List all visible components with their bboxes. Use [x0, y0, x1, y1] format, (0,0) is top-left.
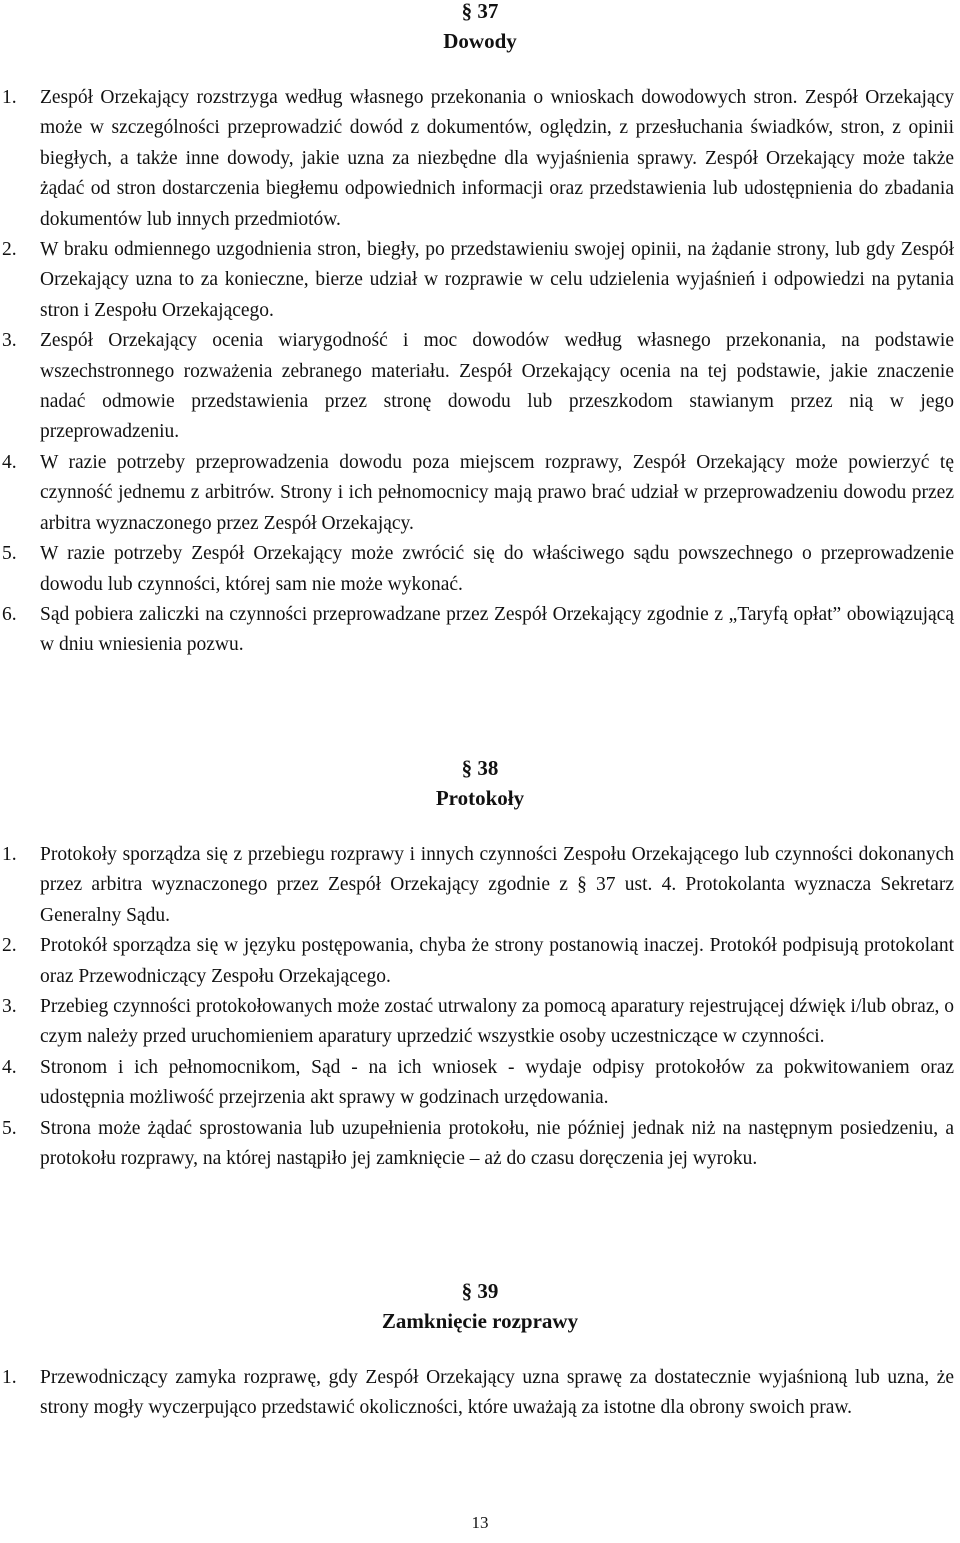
list-item	[0, 1363, 960, 1424]
list-item	[0, 83, 960, 235]
item-number: 1.	[2, 844, 17, 865]
item-text: Protokoły sporządza się z przebiegu rozprawy i innych czynności Zespołu Orzekającego lub czynności dokonanych przez arbitra wyznaczonego przez Zespół Orzekający zgodnie z § 37 ust. 4. Protokolanta wyznacza Sekretarz Generalny Sądu.	[40, 844, 954, 926]
list-item	[0, 992, 960, 1053]
item-text: Strona może żądać sprostowania lub uzupełnienia protokołu, nie później jednak niż na następnym posiedzeniu, a protokołu rozprawy, na której nastąpiło jej zamknięcie – aż do czasu doręczenia jej wyroku.	[40, 1117, 954, 1170]
item-number: 1.	[2, 87, 17, 108]
item-text: Zespół Orzekający ocenia wiarygodność i moc dowodów według własnego przekonania, na podstawie wszechstronnego rozważenia zebranego materiału. Zespół Orzekający ocenia na tej podstawie, jakie znaczenie nadać odmowie przedstawienia przez stronę dowodu lub przeszkodom stawianym przez nią w jego przeprowadzeniu.	[40, 330, 954, 443]
section-number: § 39	[461, 1279, 499, 1303]
section-38-heading	[0, 753, 960, 813]
list-item	[0, 539, 960, 600]
section-title: Protokoły	[435, 786, 525, 810]
list-item	[0, 235, 960, 326]
item-text: Przewodniczący zamyka rozprawę, gdy Zespół Orzekający uzna sprawę za dostatecznie wyjaśnioną lub uzna, że strony mogły wyczerpująco przedstawić okoliczności, które uważają za istotne dla obrony swoich praw.	[40, 1367, 954, 1419]
item-number: 4.	[2, 1056, 17, 1078]
section-title: Zamknięcie rozprawy	[381, 1309, 579, 1333]
item-number: 2.	[2, 935, 17, 957]
item-number: 5.	[2, 543, 17, 565]
item-number: 1.	[2, 1367, 17, 1388]
item-text: W braku odmiennego uzgodnienia stron, biegły, po przedstawieniu swojej opinii, na żądanie strony, lub gdy Zespół Orzekający uzna to za konieczne, bierze udział w rozprawie w celu udzielenia wyjaśnień i odpowiedzi na pytania stron i Zespołu Orzekającego.	[40, 239, 954, 321]
item-number: 3.	[2, 996, 17, 1018]
section-39-list	[0, 1363, 960, 1424]
section-number: § 37	[461, 0, 499, 23]
section-title: Dowody	[443, 29, 517, 53]
section-37-list	[0, 83, 960, 661]
item-text: Sąd pobiera zaliczki na czynności przeprowadzane przez Zespół Orzekający zgodnie z „Taryfą opłat” obowiązującą w dniu wniesienia pozwu.	[40, 603, 954, 656]
section-37-heading	[0, 0, 960, 56]
item-text: Przebieg czynności protokołowanych może zostać utrwalony za pomocą aparatury rejestrującej dźwięk i/lub obraz, o czym należy przed uruchomieniem aparatury uprzedzić wszystkie osoby uczestniczące w czynności.	[40, 996, 954, 1048]
item-text: Stronom i ich pełnomocnikom, Sąd - na ich wniosek - wydaje odpisy protokołów za pokwitowaniem oraz udostępnia możliwość przejrzenia akt sprawy w godzinach urzędowania.	[40, 1056, 954, 1109]
list-item	[0, 1053, 960, 1114]
item-number: 4.	[2, 451, 17, 473]
item-number: 6.	[2, 603, 17, 625]
item-text: Protokół sporządza się w języku postępowania, chyba że strony postanowią inaczej. Protokół podpisują protokolant oraz Przewodniczący Zespołu Orzekającego.	[40, 935, 954, 987]
section-number: § 38	[461, 756, 499, 780]
list-item	[0, 840, 960, 931]
item-number: 2.	[2, 239, 17, 261]
list-item	[0, 326, 960, 448]
item-number: 3.	[2, 330, 17, 352]
page-number: 13	[471, 1513, 489, 1532]
list-item	[0, 448, 960, 539]
section-39-heading	[0, 1276, 960, 1336]
item-number: 5.	[2, 1117, 17, 1139]
list-item	[0, 1114, 960, 1175]
item-text: W razie potrzeby przeprowadzenia dowodu poza miejscem rozprawy, Zespół Orzekający może powierzyć tę czynność jednemu z arbitrów. Strony i ich pełnomocnicy mają prawo brać udział w przeprowadzeniu dowodu przez arbitra wyznaczonego przez Zespół Orzekający.	[40, 451, 954, 534]
list-item	[0, 931, 960, 992]
section-38-list	[0, 840, 960, 1174]
item-text: W razie potrzeby Zespół Orzekający może zwrócić się do właściwego sądu powszechnego o przeprowadzenie dowodu lub czynności, której sam nie może wykonać.	[40, 543, 954, 595]
list-item	[0, 600, 960, 661]
item-text: Zespół Orzekający rozstrzyga według własnego przekonania o wnioskach dowodowych stron. Zespół Orzekający może w szczególności przeprowadzić dowód z dokumentów, oględzin, z przesłuchania świadków, stron, z opinii biegłych, a także inne dowody, jakie uzna za niezbędne dla wyjaśnienia sprawy. Zespół Orzekający może także żądać od stron dostarczenia biegłemu odpowiednich informacji oraz przedstawienia lub udostępnienia do zbadania dokumentów lub innych przedmiotów.	[40, 87, 954, 230]
